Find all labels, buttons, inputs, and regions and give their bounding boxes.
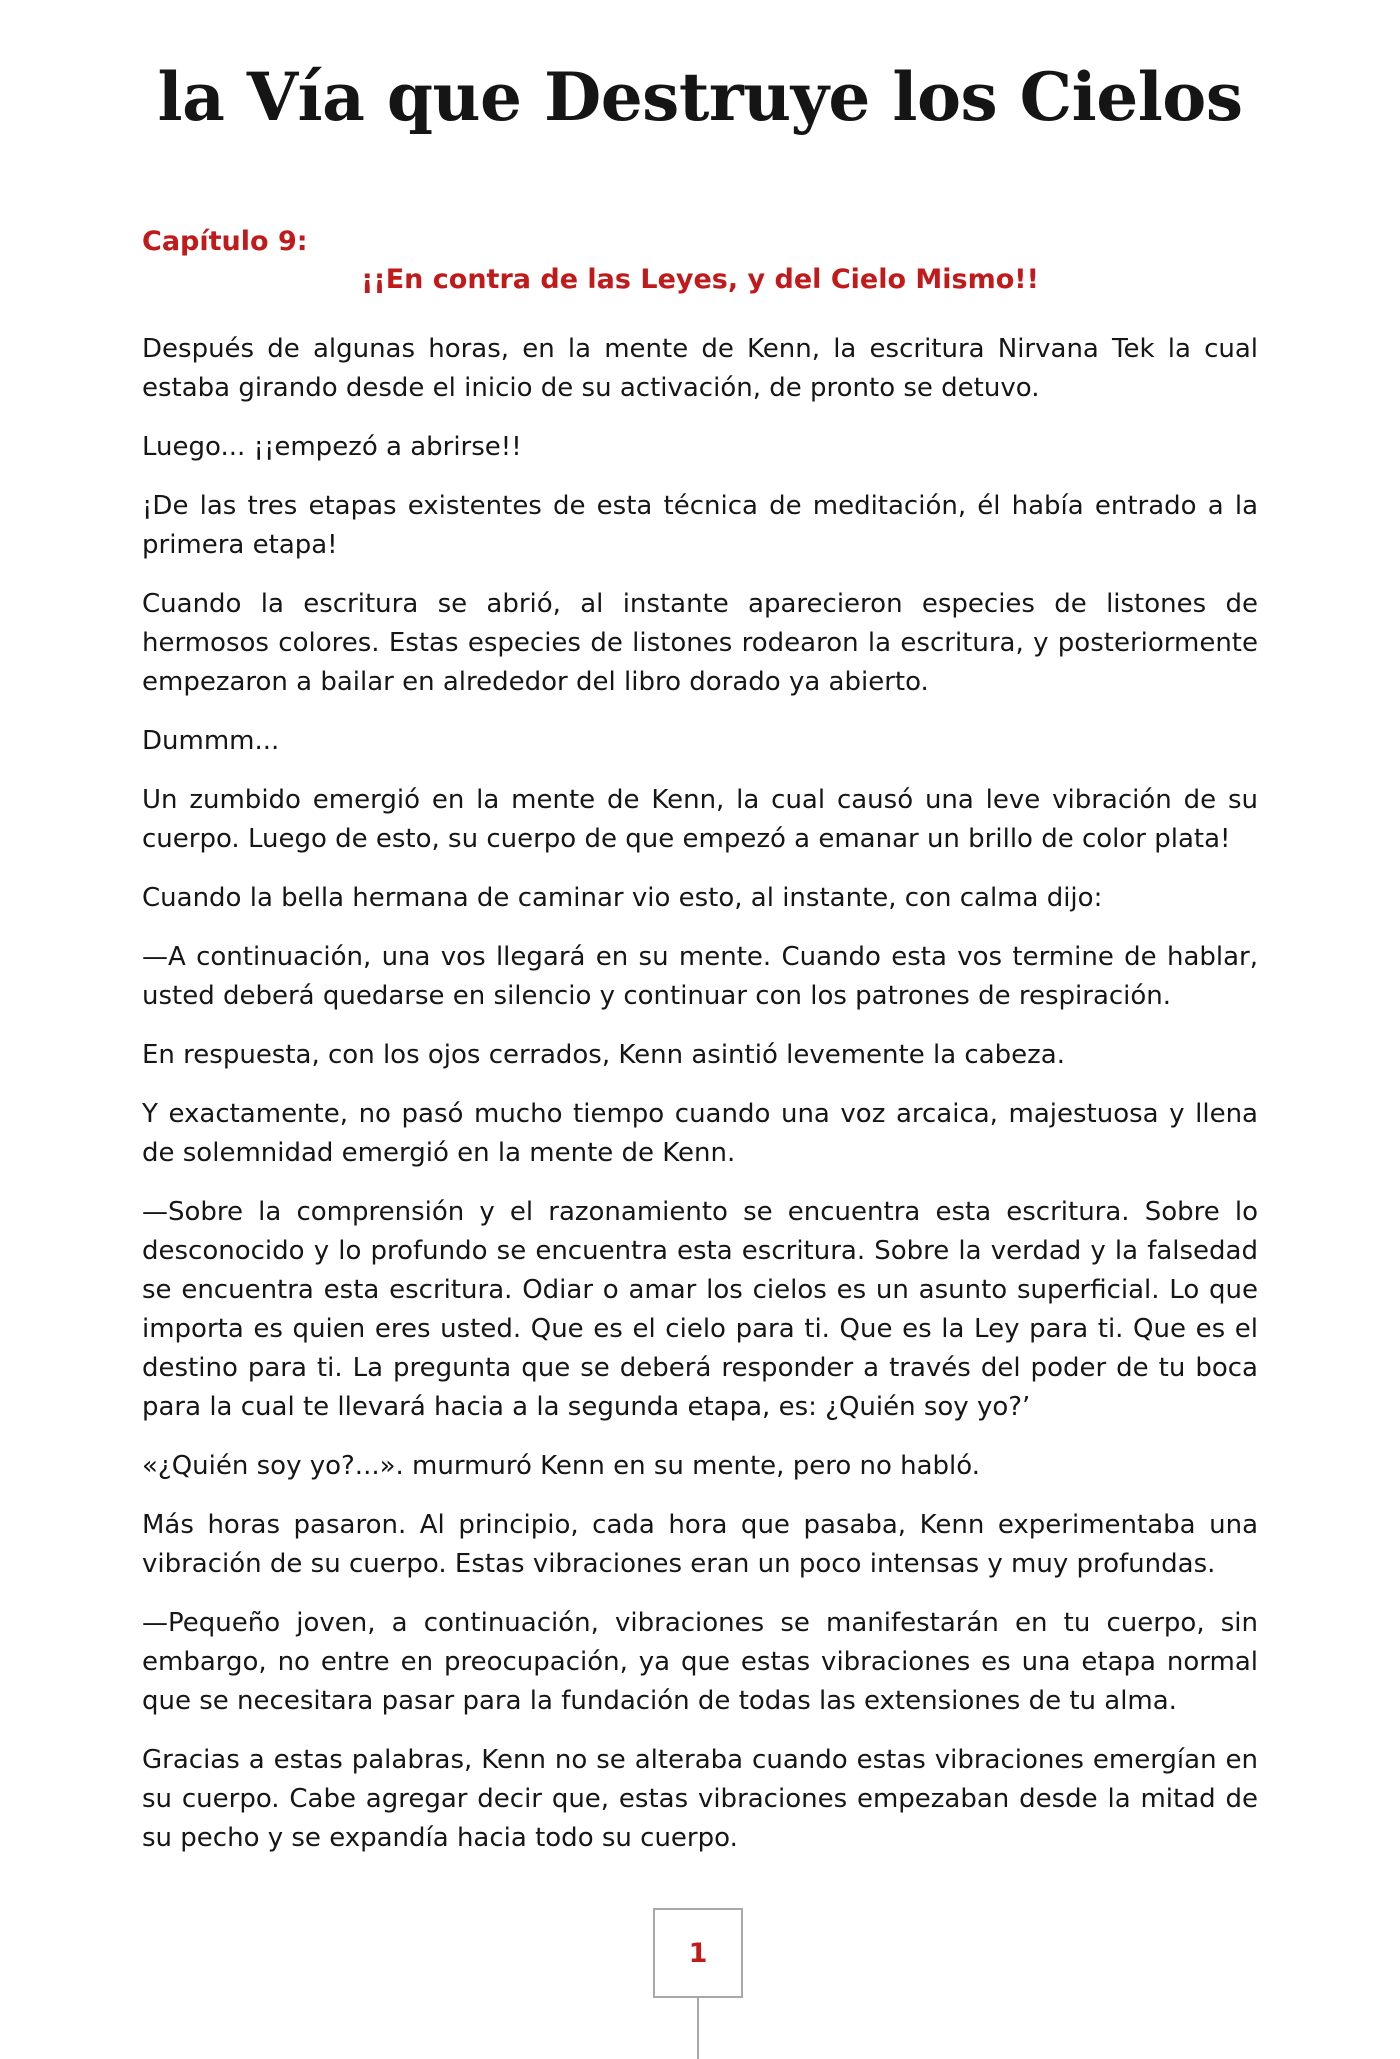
paragraph: Un zumbido emergió en la mente de Kenn, la cual causó una leve vibración de su cuerpo. Luego de esto, su cuerpo de que empezó a emanar un brillo de color plata! xyxy=(142,785,1258,854)
page-number-box xyxy=(653,1908,743,1998)
paragraph: Y exactamente, no pasó mucho tiempo cuando una voz arcaica, majestuosa y llena de solemnidad emergió en la mente de Kenn. xyxy=(142,1099,1258,1168)
paragraph: —Sobre la comprensión y el razonamiento se encuentra esta escritura. Sobre lo desconocido y lo profundo se encuentra esta escritura. Sobre la verdad y la falsedad se encuentra esta escritura. Odiar o amar los cielos es un asunto superficial. Lo que importa es quien eres usted. Que es el cielo para ti. Que es la Ley para ti. Que es el destino para ti. La pregunta que se deberá responder a través del poder de tu boca para la cual te llevará hacia a la segunda etapa, es: ¿Quién soy yo?’ xyxy=(142,1197,1258,1422)
paragraph: —A continuación, una vos llegará en su mente. Cuando esta vos termine de hablar, usted deberá quedarse en silencio y continuar con los patrones de respiración. xyxy=(142,942,1258,1011)
paragraph: Luego... ¡¡empezó a abrirse!! xyxy=(142,432,522,462)
paragraph: Cuando la escritura se abrió, al instante aparecieron especies de listones de hermosos colores. Estas especies de listones rodearon la escritura, y posteriormente empezaron a bailar en alrededor del libro dorado ya abierto. xyxy=(142,589,1258,697)
paragraph: Cuando la bella hermana de caminar vio esto, al instante, con calma dijo: xyxy=(142,883,1103,913)
book-title: la Vía que Destruye los Cielos xyxy=(157,58,1243,136)
paragraph: Más horas pasaron. Al principio, cada hora que pasaba, Kenn experimentaba una vibración de su cuerpo. Estas vibraciones eran un poco intensas y muy profundas. xyxy=(142,1510,1258,1579)
page-number: 1 xyxy=(688,1937,708,1969)
chapter-title: ¡¡En contra de las Leyes, y del Cielo Mismo!! xyxy=(361,264,1039,295)
paragraph: Dummm... xyxy=(142,726,280,756)
paragraph: ¡De las tres etapas existentes de esta técnica de meditación, él había entrado a la primera etapa! xyxy=(142,491,1258,560)
paragraph: Después de algunas horas, en la mente de Kenn, la escritura Nirvana Tek la cual estaba girando desde el inicio de su activación, de pronto se detuvo. xyxy=(142,334,1258,403)
chapter-body xyxy=(142,330,1258,1878)
paragraph: «¿Quién soy yo?...». murmuró Kenn en su mente, pero no habló. xyxy=(142,1451,980,1481)
paragraph: Gracias a estas palabras, Kenn no se alteraba cuando estas vibraciones emergían en su cuerpo. Cabe agregar decir que, estas vibraciones empezaban desde la mitad de su pecho y se expandía hacia todo su cuerpo. xyxy=(142,1745,1258,1853)
chapter-number: Capítulo 9: xyxy=(142,226,308,257)
page-number-stem xyxy=(697,1998,699,2059)
paragraph: En respuesta, con los ojos cerrados, Kenn asintió levemente la cabeza. xyxy=(142,1040,1065,1070)
paragraph: —Pequeño joven, a continuación, vibraciones se manifestarán en tu cuerpo, sin embargo, no entre en preocupación, ya que estas vibraciones es una etapa normal que se necesitara pasar para la fundación de todas las extensiones de tu alma. xyxy=(142,1608,1258,1716)
